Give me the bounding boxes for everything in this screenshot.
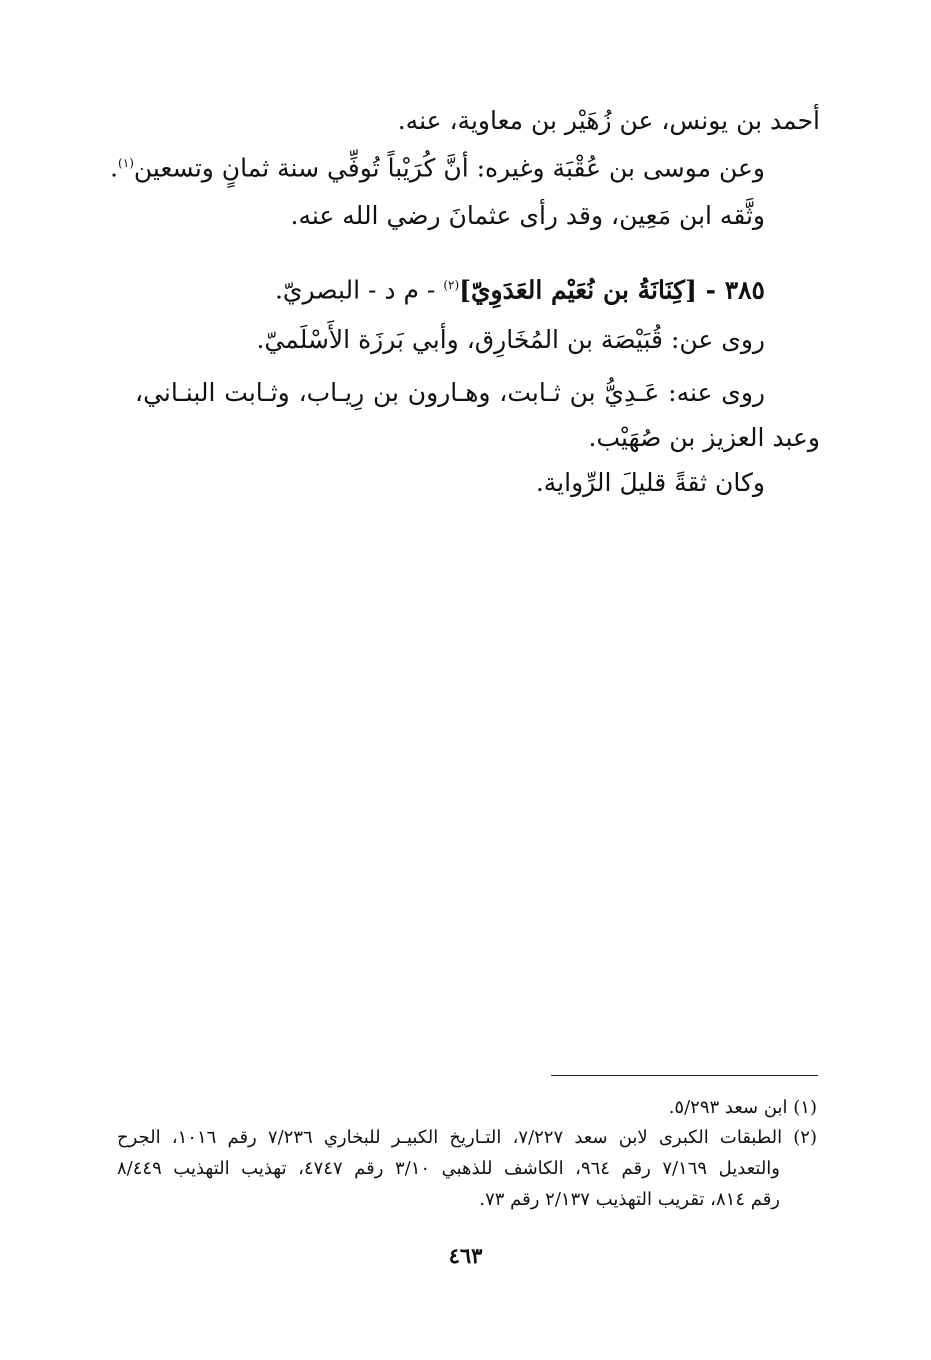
text-line-2-body: وعن موسى بن عُقْبَة وغيره: أنَّ كُرَيْباً تُوفِّي سنة ثمانٍ وتسعين	[133, 153, 765, 183]
text-line-7: وعبد العزيز بن صُهَيْب.	[588, 423, 820, 452]
footnote-2-line-3: رقم ٨١٤، تقريب التهذيب ٢/١٣٧ رقم ٧٣.	[479, 1189, 780, 1210]
footnote-ref-1[interactable]: (١)	[118, 156, 134, 170]
text-line-3: وثَّقه ابن مَعِين، وقد رأى عثمانَ رضي الله عنه.	[290, 201, 765, 230]
footnote-1: (١) ابن سعد ٥/٢٩٣.	[668, 1097, 817, 1118]
text-line-2-end: .	[110, 153, 119, 183]
footnote-divider	[551, 1075, 818, 1076]
page-number: ٤٦٣	[448, 1243, 483, 1268]
footnote-2-line-2: والتعديل ٧/١٦٩ رقم ٩٦٤، الكاشف للذهبي ٣/١٠ رقم ٤٧٤٧، تهذيب التهذيب ٨/٤٤٩	[117, 1158, 780, 1179]
text-line-8: وكان ثقةً قليلَ الرِّواية.	[535, 468, 765, 497]
text-line-6: روى عنه: عَـدِيُّ بن ثـابت، وهـارون بن رِيـاب، وثـابت البنـاني،	[135, 378, 765, 407]
footnote-2-line-1: (٢) الطبقات الكبرى لابن سعد ٧/٢٢٧، التـاريخ الكبيـر للبخاري ٧/٢٣٦ رقم ١٠١٦، الجرح	[117, 1127, 817, 1148]
entry-tail: - م د - البصريّ.	[274, 275, 444, 305]
text-line-5: روى عن: قُبَيْصَة بن المُخَارِق، وأبي بَرزَة الأَسْلَميّ.	[256, 325, 765, 354]
entry-title: ٣٨٥ - [كِنَانَةُ بن نُعَيْم العَدَوِيّ]	[459, 275, 765, 305]
text-line-2	[110, 146, 765, 185]
footnote-ref-2[interactable]: (٢)	[443, 278, 460, 292]
entry-heading	[275, 268, 765, 307]
text-line-1: أحمد بن يونس، عن زُهَيْر بن معاوية، عنه.	[397, 106, 820, 135]
